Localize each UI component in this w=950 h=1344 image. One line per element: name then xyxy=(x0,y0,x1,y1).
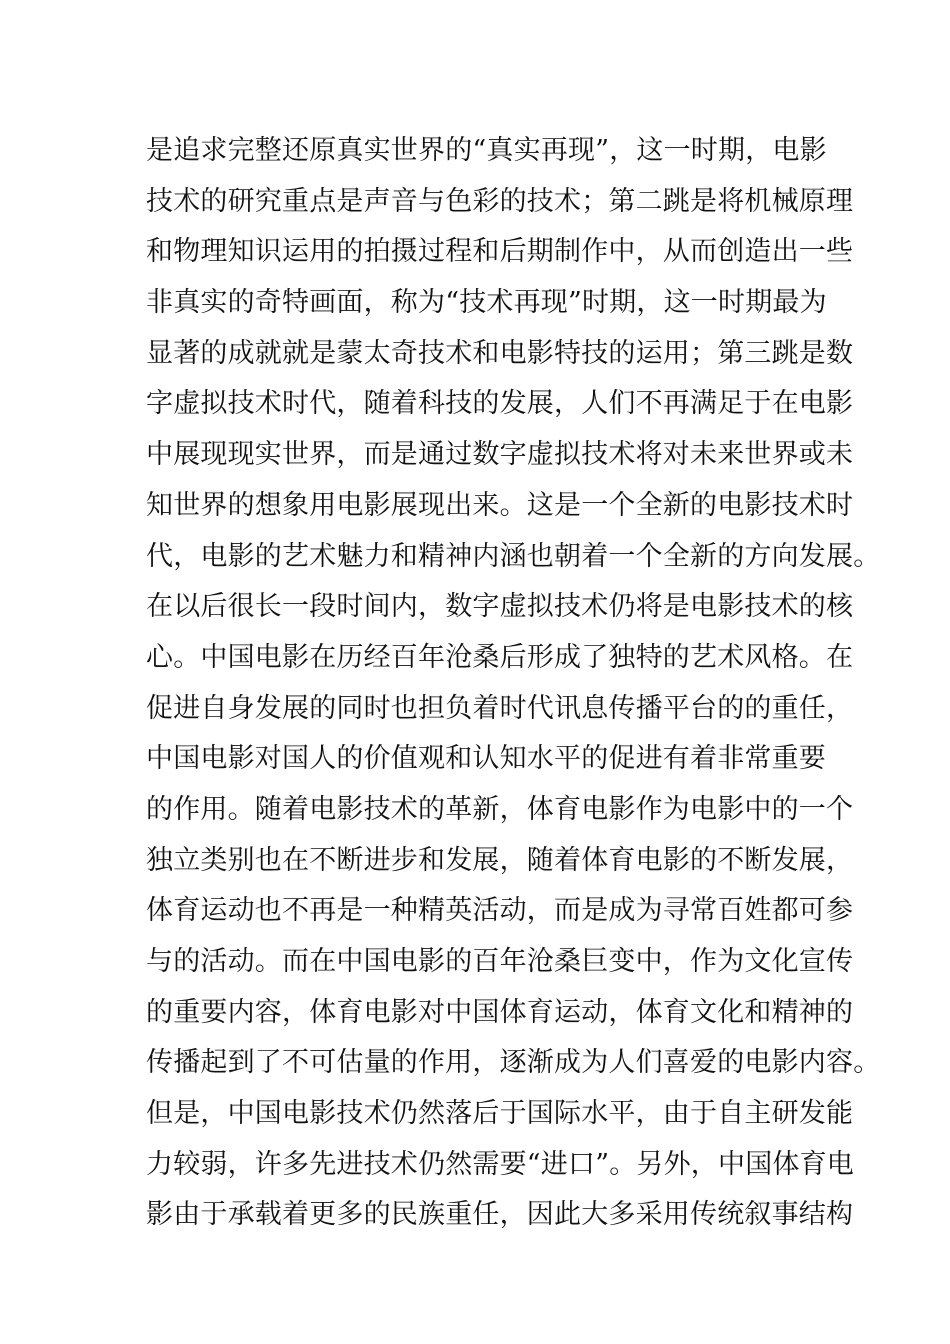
text-line: 知世界的想象用电影展现出来。这是一个全新的电影技术时 xyxy=(146,489,854,521)
text-line: 与的活动。而在中国电影的百年沧桑巨变中，作为文化宣传 xyxy=(146,946,854,977)
text-line: 非真实的奇特画面，称为“技术再现”时期，这一时期最为 xyxy=(146,287,827,319)
text-line: 力较弱，许多先进技术仍然需要“进口”。另外，中国体育电 xyxy=(146,1148,855,1180)
text-line: 是追求完整还原真实世界的“真实再现”，这一时期，电影 xyxy=(146,135,827,166)
text-line: 技术的研究重点是声音与色彩的技术；第二跳是将机械原理 xyxy=(146,185,854,217)
text-line: 中国电影对国人的价值观和认知水平的促进有着非常重要 xyxy=(146,743,826,775)
text-line: 传播起到了不可估量的作用，逐渐成为人们喜爱的电影内容。 xyxy=(146,1047,881,1079)
text-line: 促进自身发展的同时也担负着时代讯息传播平台的的重任， xyxy=(146,692,854,724)
text-line: 独立类别也在不断进步和发展，随着体育电影的不断发展， xyxy=(146,844,854,876)
text-line: 心。中国电影在历经百年沧桑后形成了独特的艺术风格。在 xyxy=(146,641,854,673)
body-paragraph xyxy=(146,126,881,1241)
text-line: 的作用。随着电影技术的革新，体育电影作为电影中的一个 xyxy=(146,793,854,825)
text-line: 的重要内容，体育电影对中国体育运动，体育文化和精神的 xyxy=(146,996,854,1028)
text-line: 体育运动也不再是一种精英活动，而是成为寻常百姓都可参 xyxy=(146,895,854,927)
text-line: 在以后很长一段时间内，数字虚拟技术仍将是电影技术的核 xyxy=(146,591,854,623)
text-line: 代，电影的艺术魅力和精神内涵也朝着一个全新的方向发展。 xyxy=(146,540,881,572)
text-line: 字虚拟技术时代，随着科技的发展，人们不再满足于在电影 xyxy=(146,388,854,420)
text-line: 显著的成就就是蒙太奇技术和电影特技的运用；第三跳是数 xyxy=(146,337,854,369)
text-line: 影由于承载着更多的民族重任，因此大多采用传统叙事结构 xyxy=(146,1199,854,1231)
text-line: 中展现现实世界，而是通过数字虚拟技术将对未来世界或未 xyxy=(146,439,854,471)
text-line: 和物理知识运用的拍摄过程和后期制作中，从而创造出一些 xyxy=(146,236,854,268)
text-line: 但是，中国电影技术仍然落后于国际水平，由于自主研发能 xyxy=(146,1098,854,1130)
